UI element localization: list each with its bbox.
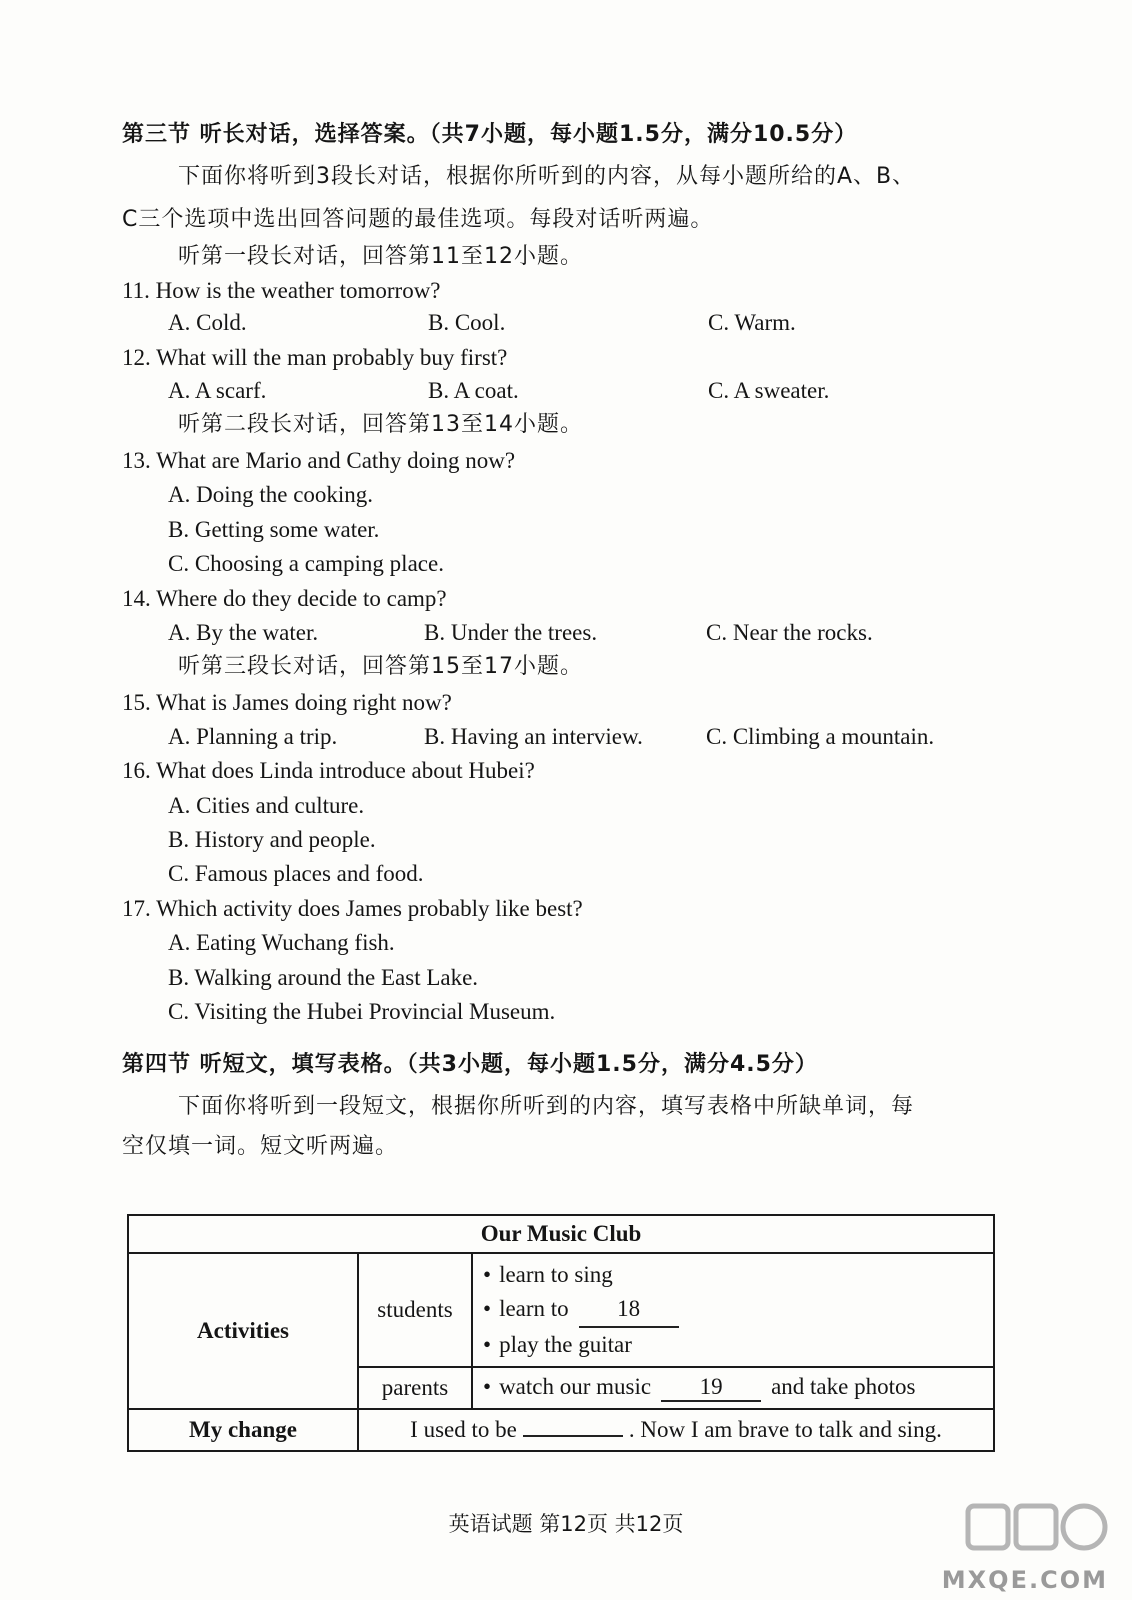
bullet: • <box>483 1374 492 1399</box>
q11-option-b: B. Cool. <box>428 310 506 335</box>
q15-stem: 15. What is James doing right now? <box>122 690 452 715</box>
section4-instruction-1: 下面你将听到一段短文，根据你所听到的内容，填写表格中所缺单词，每 <box>178 1094 915 1119</box>
q15-option-a: A. Planning a trip. <box>168 724 338 749</box>
activity-text: play the guitar <box>499 1332 632 1357</box>
section3-heading: 第三节 听长对话，选择答案。（共7小题，每小题1.5分，满分10.5分） <box>122 122 858 147</box>
q17-stem: 17. Which activity does James probably like best? <box>122 896 583 921</box>
dialog2-note: 听第二段长对话，回答第13至14小题。 <box>178 412 583 437</box>
activity-text: learn to sing <box>499 1262 613 1287</box>
q14-stem: 14. Where do they decide to camp? <box>122 586 447 611</box>
parents-activity-cell <box>472 1367 994 1409</box>
music-club-table <box>127 1214 995 1452</box>
change-text-after: . Now I am brave to talk and sing. <box>628 1417 942 1442</box>
section4-heading: 第四节 听短文，填写表格。（共3小题，每小题1.5分，满分4.5分） <box>122 1052 818 1077</box>
q15-option-c: C. Climbing a mountain. <box>706 724 935 749</box>
list-item <box>483 1258 983 1292</box>
q15-option-b: B. Having an interview. <box>424 724 643 749</box>
q14-option-b: B. Under the trees. <box>424 620 598 645</box>
q17-option-a: A. Eating Wuchang fish. <box>168 930 395 955</box>
watermark-text: MXQE.COM <box>941 1566 1108 1594</box>
q13-option-c: C. Choosing a camping place. <box>168 551 444 576</box>
q14-option-c: C. Near the rocks. <box>706 620 873 645</box>
change-text-before: I used to be <box>410 1417 517 1442</box>
blank-19[interactable]: 19 <box>661 1374 761 1402</box>
table-title: Our Music Club <box>128 1215 994 1253</box>
list-item <box>483 1328 983 1362</box>
q11-option-c: C. Warm. <box>708 310 796 335</box>
q16-option-c: C. Famous places and food. <box>168 861 424 886</box>
q16-stem: 16. What does Linda introduce about Hubei? <box>122 758 535 783</box>
q17-option-b: B. Walking around the East Lake. <box>168 965 479 990</box>
students-label: students <box>358 1253 472 1367</box>
q13-option-b: B. Getting some water. <box>168 517 380 542</box>
q12-option-a: A. A scarf. <box>168 378 267 403</box>
my-change-cell <box>358 1409 994 1451</box>
students-activities-cell <box>472 1253 994 1367</box>
parents-text-after: and take photos <box>771 1374 916 1399</box>
q16-option-a: A. Cities and culture. <box>168 793 365 818</box>
blank-20[interactable] <box>523 1435 623 1437</box>
q13-option-a: A. Doing the cooking. <box>168 482 374 507</box>
q17-option-c: C. Visiting the Hubei Provincial Museum. <box>168 999 556 1024</box>
blank-18[interactable]: 18 <box>579 1292 679 1328</box>
my-change-label: My change <box>128 1409 358 1451</box>
activities-label: Activities <box>128 1253 358 1409</box>
q11-stem: 11. How is the weather tomorrow? <box>122 278 441 303</box>
q11-option-a: A. Cold. <box>168 310 247 335</box>
parents-text-before: watch our music <box>499 1374 652 1399</box>
activity-text: learn to <box>499 1296 569 1321</box>
section3-instruction-1: 下面你将听到3段长对话，根据你所听到的内容，从每小题所给的A、B、 <box>178 164 916 189</box>
parents-label: parents <box>358 1367 472 1409</box>
q13-stem: 13. What are Mario and Cathy doing now? <box>122 448 516 473</box>
dialog3-note: 听第三段长对话，回答第15至17小题。 <box>178 654 583 679</box>
list-item <box>483 1292 983 1328</box>
q14-option-a: A. By the water. <box>168 620 319 645</box>
section4-instruction-2: 空仅填一词。短文听两遍。 <box>122 1134 399 1159</box>
dialog1-note: 听第一段长对话，回答第11至12小题。 <box>178 244 583 269</box>
q12-option-b: B. A coat. <box>428 378 519 403</box>
section3-instruction-2: C三个选项中选出回答问题的最佳选项。每段对话听两遍。 <box>122 207 714 232</box>
page-footer: 英语试题 第12页 共12页 <box>448 1512 684 1536</box>
q16-option-b: B. History and people. <box>168 827 376 852</box>
q12-option-c: C. A sweater. <box>708 378 830 403</box>
students-activity-list <box>483 1254 983 1366</box>
q12-stem: 12. What will the man probably buy first? <box>122 345 508 370</box>
